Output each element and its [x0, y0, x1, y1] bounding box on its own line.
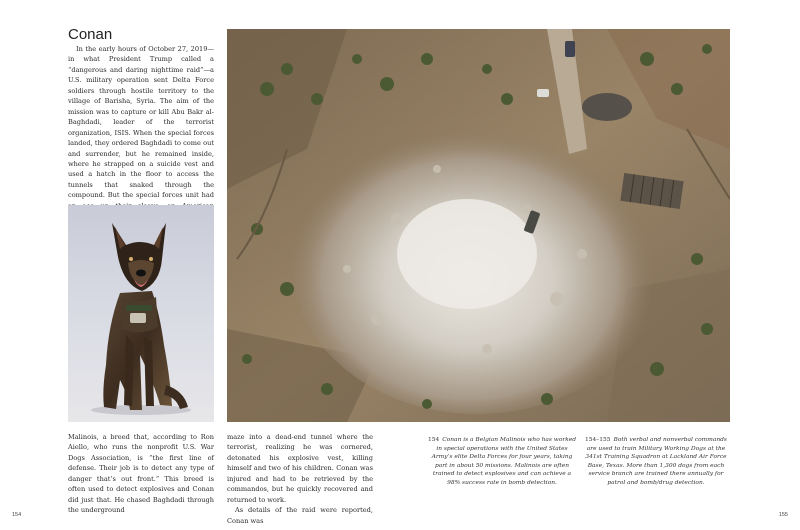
body-text-col2-p1: maze into a dead-end tunnel where the terrorist, realizing he was cornered, detonated his explosive vest, killing himself and two of his children. Conan was injured and had to be retrieved by the commandos, but he quickly recovered and returned to work. [227, 433, 373, 504]
caption-text: Both verbal and nonverbal commands are used to train Military Working Dogs at the 341st Training Squadron at Lackland Air Force Base, Texas. More than 1,300 dogs from each service branch are trained there annually for patrol and bomb/drug detection. [585, 437, 727, 486]
dog-photo [68, 205, 214, 422]
body-text-col1: Malinois, a breed that, according to Ron Aiello, who runs the nonprofit U.S. War Dogs Association, is “the first line of defense. Their job is to detect any type of danger that’s out front.” This breed is often used to detect explosives and Conan did just that. He chased Baghdadi through the underground [68, 433, 214, 515]
caption-text: Conan is a Belgian Malinois who has worked in special operations with the United States Army’s elite Delta Forces for four years, taking part in about 50 missions. Malinois are often trained to detect explosives and can achieve a 98% success rate in bomb detection. [431, 437, 577, 486]
intro-text: In the early hours of October 27, 2019—in what President Trump called a “dangerous and daring nighttime raid”—a U.S. military operation sent Delta Force soldiers through hostile territory to the village of Barisha, Syria. The aim of the mission was to capture or kill Abu Bakr al-Baghdadi, leader of the terrorist organization, ISIS. When the special forces landed, they ordered Baghdadi to come out and surrender, but he remained inside, where he strapped on a suicide vest and used a hatch in the floor to access the tunnels that snaked through the compound. But the special forces unit had [68, 45, 214, 200]
aerial-compound-photo [227, 29, 730, 422]
body-column-1 [68, 432, 214, 516]
caption-number: 154–155 [585, 437, 611, 443]
caption-154 [427, 436, 577, 488]
body-text-col2-p2: As details of the raid were reported, Conan was [227, 506, 373, 525]
page-title: Conan [68, 26, 113, 43]
intro-paragraph [68, 44, 214, 232]
dog-photo-illustration [68, 205, 214, 422]
page-number-left: 154 [12, 512, 22, 518]
page-number-right: 155 [778, 512, 788, 518]
caption-154-155 [581, 436, 731, 488]
caption-number: 154 [427, 437, 440, 443]
aerial-photo-illustration [227, 29, 730, 422]
body-column-2 [227, 432, 373, 526]
